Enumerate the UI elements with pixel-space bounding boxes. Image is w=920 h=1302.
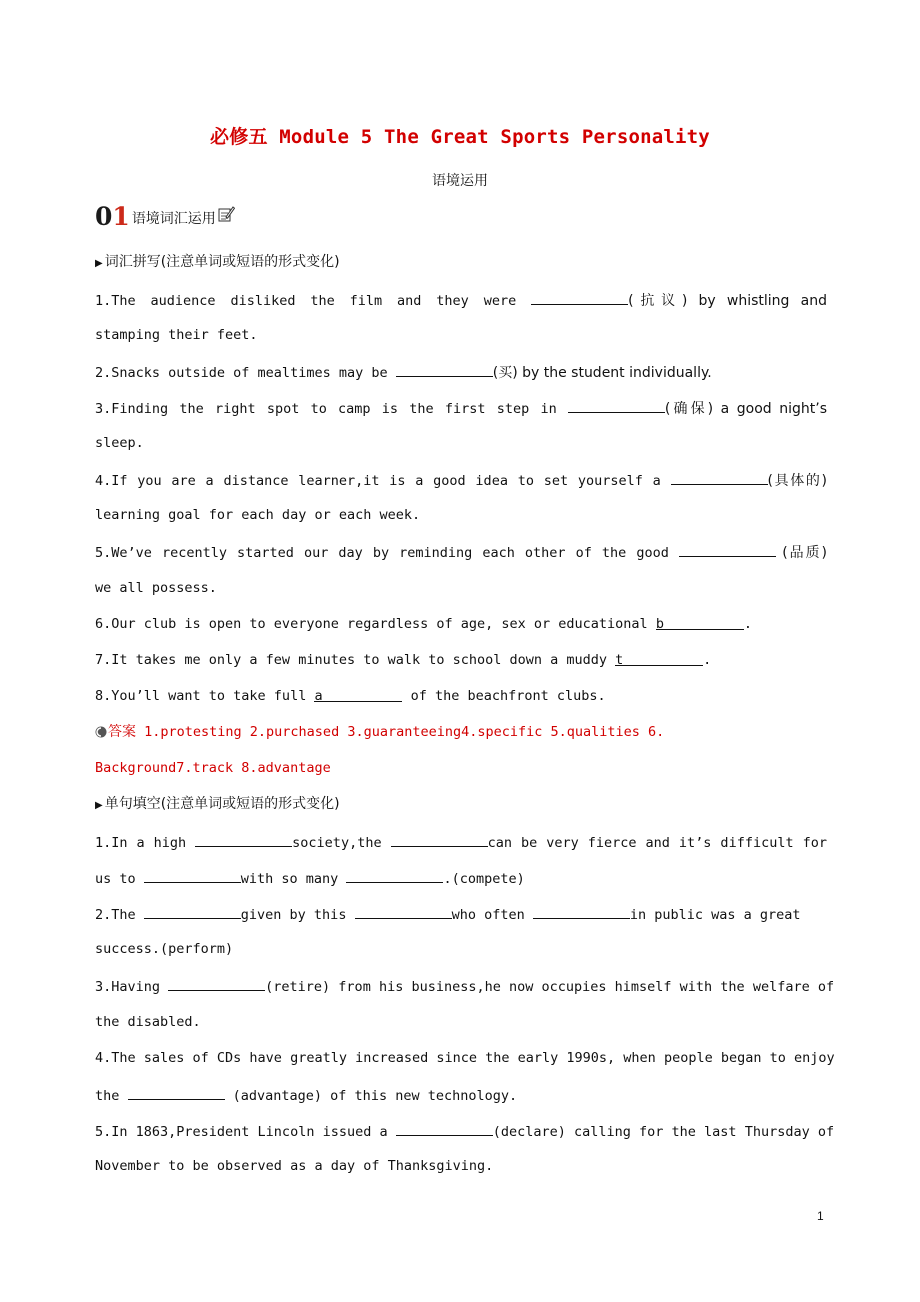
answer-blank[interactable] [391, 831, 488, 847]
answer-blank[interactable] [168, 975, 265, 991]
answer-blank[interactable]: t [615, 650, 703, 666]
part1-heading: ▶ 词汇拼写(注意单词或短语的形式变化) [95, 254, 340, 270]
answer-label: 答案 [108, 724, 136, 740]
part1-q4-line1: 4.If you are a distance learner,it is a good idea to set yourself a (具体的) [95, 469, 827, 491]
answer-blank[interactable] [195, 831, 292, 847]
part1-q5-line1: 5.We’ve recently started our day by reminding each other of the good (品质) [95, 541, 827, 563]
page-number: 1 [817, 1209, 824, 1223]
answer-marker-icon [95, 724, 107, 744]
part2-q1-line2: us to with so many .(compete) [95, 867, 827, 889]
section-header [95, 204, 235, 230]
part2-q1-line1: 1.In a high society,the can be very fierce and it’s difficult for [95, 831, 827, 853]
part2-q3-line2: the disabled. [95, 1014, 201, 1030]
page-title: 必修五 Module 5 The Great Sports Personality [210, 126, 710, 148]
answer-blank[interactable] [128, 1084, 225, 1100]
part2-q4-line2: the (advantage) of this new technology. [95, 1084, 827, 1106]
answer-blank[interactable] [679, 541, 776, 557]
part2-q2-line2: success.(perform) [95, 941, 234, 957]
answer-blank[interactable] [531, 289, 628, 305]
part1-q1-line2: stamping their feet. [95, 327, 258, 343]
part1-q3-line2: sleep. [95, 435, 144, 451]
part2-q5-line1: 5.In 1863,President Lincoln issued a (declare) calling for the last Thursday of [95, 1120, 827, 1142]
answer-blank[interactable] [533, 903, 630, 919]
part1-answer-line1: 答案 1.protesting 2.purchased 3.guaranteeing4.specific 5.qualities 6. [95, 722, 827, 744]
part2-heading: ▶ 单句填空(注意单词或短语的形式变化) [95, 796, 340, 812]
part2-q5-line2: November to be observed as a day of Thanksgiving. [95, 1158, 494, 1174]
part1-q8: 8.You’ll want to take full a of the beachfront clubs. [95, 688, 606, 704]
answer-blank[interactable] [671, 469, 768, 485]
part1-q4-line2: learning goal for each day or each week. [95, 507, 421, 523]
part1-q5-line2: we all possess. [95, 580, 217, 596]
answer-blank[interactable]: b [656, 614, 744, 630]
page-subtitle: 语境运用 [432, 173, 488, 189]
section-number: 01 [95, 202, 130, 231]
part1-answer-line2: Background7.track 8.advantage [95, 760, 331, 776]
answer-blank[interactable] [568, 397, 665, 413]
part2-q3-line1: 3.Having (retire) from his business,he now occupies himself with the welfare of [95, 975, 827, 997]
answer-blank[interactable] [396, 361, 493, 377]
part2-q4-line1: 4.The sales of CDs have greatly increased since the early 1990s, when people began to enjoy [95, 1050, 835, 1066]
section-label: 语境词汇运用 [131, 211, 216, 227]
part1-q2: 2.Snacks outside of mealtimes may be (买) by the student individually. [95, 361, 827, 383]
pencil-notebook-icon [217, 205, 235, 227]
part1-q3-line1: 3.Finding the right spot to camp is the first step in (确保) a good night’s [95, 397, 827, 419]
part1-q6: 6.Our club is open to everyone regardless of age, sex or educational b . [95, 616, 752, 632]
part1-q1-line1: 1.The audience disliked the film and they were (抗议) by whistling and [95, 289, 827, 311]
answer-blank[interactable] [346, 867, 443, 883]
part2-q2-line1: 2.The given by this who often in public was a great [95, 903, 827, 925]
answer-blank[interactable]: a [314, 686, 402, 702]
answer-blank[interactable] [355, 903, 452, 919]
answer-blank[interactable] [144, 867, 241, 883]
answer-blank[interactable] [144, 903, 241, 919]
part1-q7: 7.It takes me only a few minutes to walk to school down a muddy t . [95, 652, 712, 668]
answer-blank[interactable] [396, 1120, 493, 1136]
